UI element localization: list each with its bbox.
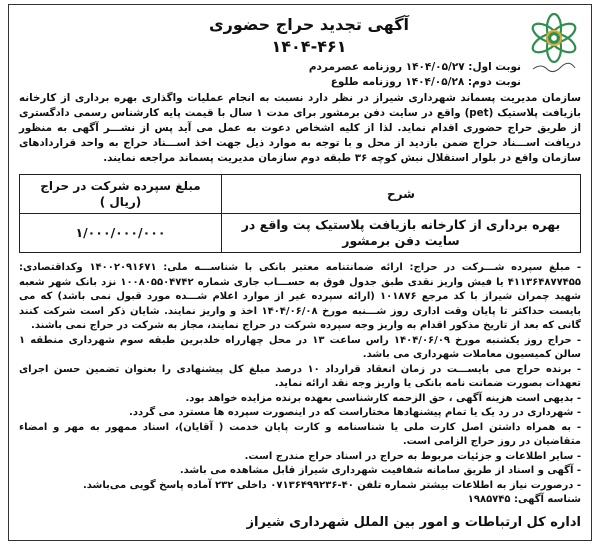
- condition-details: - سایر اطلاعات و جزئیات مربوط به حراج در اسناد حراج مندرج است.: [244, 450, 581, 462]
- ad-frame: [8, 4, 592, 541]
- condition-deposit: - مبلغ سپرده شـــرکت در حراج: ارائه ضمانتنامه معتبر بانکی با شناســـه ملی: ۱۴۰۰۲۰۹۱۶۷۱ وکداقتصادی: ۴۱۱۳۶۴۸۷۷۴۵۵ یا فیش واریز نقدی طبق جدول فوق به حســـاب جاری شماره ۱۰۰۸۰۵۵۰۴۷۴۲ نزد بانک شهر شعبه شهید چمران شیراز با کد مرجع ۱۰۱۸۷۶ (ارائه سپرده غیر از موارد اعلام شـــده مورد قبول نمی باشد) که می بایست حداکثر تا پایان وقت اداری روز شـــنبه مورخ ۱۴۰۴/۰۶/۰۸ اخذ و واریز نمایند. شایان ذکر است شرکت کنند گانی که بعد از تاریخ مذکور اقدام به واریز وجه سپرده شرکت در حراج نمایند، مجاز به شرکت در حراج نمی باشند.: [19, 262, 581, 331]
- ad-title: آگهی تجدید حراج حضوری: [209, 15, 409, 34]
- second-issue: نوبت دوم: ۱۴۰۴/۰۵/۲۸ روزنامه طلوع: [330, 76, 521, 88]
- table-header-row: [20, 175, 581, 214]
- intro-paragraph: سازمان مدیریت پسماند شهرداری شیراز در نظر دارد نسبت به انجام عملیات واگذاری بهره برداری از کارخانه بازیافت پلاستیک (pet) واقع در سایت دفن برمشور برای مدت ۱ سال با قیمت پایه کارشناس رسمی دادگستری از طریق حراج حضوری اقدام نماید. لذا از کلیه اشخاص دعوت به عمل می آید پس از نشـــر آگهی به منظور دریافت اســـناد حراج ضمن بازدید از محل و با توجه به موارد ذیل جهت اخذ اســـناد حراج به واحد قراردادهای سازمان واقع در بلوار استقلال نبش کوچه ۳۶ طبقه دوم سازمان مدیریت پسماند مراجعه نمایند.: [19, 92, 582, 164]
- condition-transparency: - آگهی و اسناد از طریق سامانه شفافیت شهرداری شیراز قابل مشاهده می باشد.: [179, 465, 581, 476]
- condition-costs: - بدیهی است هزینه آگهی ، حق الزحمه کارشناسی بعهده برنده مزایده خواهد بود.: [185, 392, 581, 404]
- ad-header: [19, 11, 581, 91]
- condition-auction-date: - حراج روز یکشنبه مورخ ۱۴۰۴/۰۶/۰۹ راس ساعت ۱۳ در محل چهارراه خلدبرین طبقه سوم شهرداری منطقه ۱ سالن کمیسیون معاملات شهرداری می باشد.: [19, 334, 582, 360]
- table-row: [20, 214, 581, 253]
- condition-guarantee: - برنده حراج می بایســـت در زمان انعقاد قرارداد ۱۰ درصد مبلغ کل پیشنهادی را بعنوان تضمین حسن اجرای تعهدات بصورت ضمانت نامه بانکی یا واریز وجه نقد ارائه نماید.: [19, 363, 581, 389]
- ad-number: ۱۴۰۴-۴۶۱: [271, 37, 347, 56]
- auction-table: [19, 174, 581, 253]
- municipality-logo-icon: [525, 11, 583, 75]
- header-description: شرح: [221, 175, 580, 214]
- first-issue: نوبت اول: ۱۴۰۴/۰۵/۲۷ روزنامه عصرمردم: [308, 61, 521, 73]
- issuer-signature: اداره کل ارتباطات و امور بین الملل شهرداری شیراز: [246, 514, 581, 530]
- cell-deposit: ۱/۰۰۰/۰۰۰/۰۰۰: [20, 214, 222, 253]
- header-deposit: مبلغ سپرده شرکت در حراج (ریال ): [20, 175, 222, 214]
- condition-documents: - به همراه داشتن اصل کارت ملی یا شناسنامه و کارت پایان خدمت ( آقایان)، اسناد ممهور به مهر و امضاء متقاضیان در روز حراج الزامی است.: [19, 421, 581, 447]
- condition-contact: - درصورت نیاز به اطلاعات بیشتر شماره تلفن ۴۰-۰۷۱۳۶۴۹۹۲۳۶ داخلی ۲۳۲ آماده پاسخ گویی می‌باشد.: [82, 479, 581, 491]
- conditions-list: [19, 261, 581, 508]
- cell-description: بهره برداری از کارخانه بازیافت پلاستیک پت واقع در سایت دفن برمشور: [221, 214, 580, 253]
- ad-id: شناسه آگهی: ۱۹۸۵۷۴۵: [467, 494, 581, 505]
- condition-rejection: - شهرداری در رد یک یا تمام پیشنهادها مختاراست که در اینصورت سپرده ها مسترد می گردد.: [129, 407, 581, 418]
